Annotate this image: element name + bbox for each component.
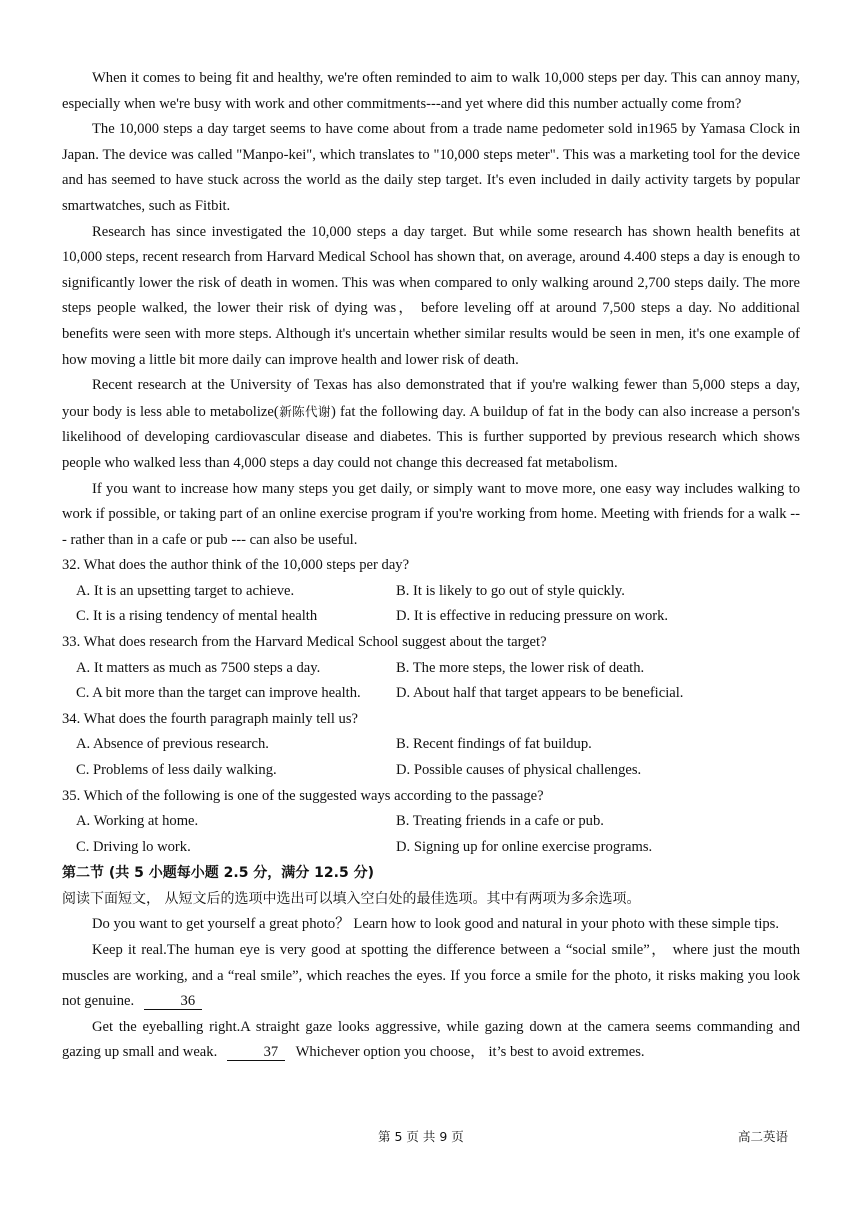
photo-paragraph-1: Do you want to get yourself a great photo？ Learn how to look good and natural in your photo with these simple tips.: [92, 916, 779, 933]
chinese-gloss: 新陈代谢: [278, 403, 332, 419]
section-2-instruction: 阅读下面短文， 从短文后的选项中选出可以填入空白处的最佳选项。其中有两项为多余选项。: [62, 891, 641, 908]
subject-label: 高二英语: [738, 1129, 789, 1144]
options: [62, 579, 800, 630]
paragraph-4-part-b: ) fat the following day. A buildup of fat in the body can also increase a person's likelihood of developing cardiovascular disease and diabetes. This is further supported by previous research which shows people who walked less than 4,000 steps a day could not change this decreased fat metabolism.: [62, 403, 800, 471]
exam-page: [62, 66, 800, 1066]
blank-37: 37: [227, 1044, 285, 1061]
question-33: [62, 630, 800, 707]
passage-paragraph-1: When it comes to being fit and healthy, we're often reminded to aim to walk 10,000 steps per day. This can annoy many, especially when we're busy with work and other commitments---and yet where did this number actually come from?: [62, 70, 800, 112]
question-stem: 32. What does the author think of the 10,000 steps per day?: [62, 557, 410, 574]
option-a: A. It matters as much as 7500 steps a day.: [76, 659, 321, 676]
photo-paragraph-2: [62, 938, 800, 1015]
option-a: A. It is an upsetting target to achieve.: [76, 582, 295, 599]
page-number: 第 5 页 共 9 页: [378, 1129, 464, 1144]
options: [62, 809, 800, 860]
question-32: [62, 553, 800, 630]
question-34: [62, 707, 800, 784]
option-c: C. Problems of less daily walking.: [76, 762, 277, 779]
passage-paragraph-4: [62, 373, 800, 476]
question-stem: 35. Which of the following is one of the suggested ways according to the passage?: [62, 787, 544, 804]
blank-36: 36: [144, 993, 202, 1010]
paragraph-4-part-a: Recent research at the University of Texas has also demonstrated that if you're walking fewer than 5,000 steps a day, your body is less able to metabolize(: [62, 377, 800, 420]
passage-paragraph-3: Research has since investigated the 10,000 steps a day target. But while some research has shown health benefits at 10,000 steps, recent research from Harvard Medical School has shown that, on average, around 4.400 steps a day is enough to significantly lower the risk of death in women. This was when compared to only walking around 2,700 steps daily. The more steps people walked, the lower their risk of dying was， before leveling off at around 7,500 steps a day. No additional benefits were seen with more steps. Although it's uncertain whether similar results would be seen in men, it's one example of how moving a little bit more daily can improve health and lower risk of death.: [62, 223, 800, 368]
option-c: C. It is a rising tendency of mental health: [76, 608, 318, 625]
photo-paragraph-2-text: Keep it real.The human eye is very good at spotting the difference between a “social smile”， where just the mouth muscles are working, and a “real smile”, which reaches the eyes. If you force a smile for the photo, it risks making you look not genuine.: [62, 942, 800, 1010]
option-c: C. Driving lo work.: [76, 838, 191, 855]
option-b: B. Recent findings of fat buildup.: [396, 736, 592, 753]
question-stem: 34. What does the fourth paragraph mainly tell us?: [62, 710, 358, 727]
photo-paragraph-3-tail: Whichever option you choose， it’s best to avoid extremes.: [295, 1044, 645, 1061]
option-d: D. Signing up for online exercise programs.: [396, 838, 653, 855]
photo-paragraph-3: [62, 1015, 800, 1066]
option-b: B. Treating friends in a cafe or pub.: [396, 813, 604, 830]
option-d: D. About half that target appears to be beneficial.: [396, 685, 684, 702]
option-a: A. Absence of previous research.: [76, 736, 269, 753]
option-b: B. The more steps, the lower risk of death.: [396, 659, 645, 676]
passage-paragraph-2: The 10,000 steps a day target seems to have come about from a trade name pedometer sold in1965 by Yamasa Clock in Japan. The device was called "Manpo-kei", which translates to "10,000 steps meter". This was a marketing tool for the device and has seemed to have stuck across the world as the daily step target. It's even included in daily activity targets by popular smartwatches, such as Fitbit.: [62, 121, 800, 214]
option-d: D. Possible causes of physical challenges.: [396, 762, 642, 779]
option-a: A. Working at home.: [76, 813, 199, 830]
option-c: C. A bit more than the target can improve health.: [76, 685, 361, 702]
option-b: B. It is likely to go out of style quickly.: [396, 582, 625, 599]
photo-paragraph-3-text: Get the eyeballing right.A straight gaze looks aggressive, while gazing down at the camera seems commanding and gazing up small and weak.: [62, 1018, 800, 1061]
option-d: D. It is effective in reducing pressure on work.: [396, 608, 669, 625]
options: [62, 656, 800, 707]
question-stem: 33. What does research from the Harvard Medical School suggest about the target?: [62, 634, 547, 651]
section-2-title: 第二节 (共 5 小题每小题 2.5 分，满分 12.5 分): [62, 865, 374, 882]
question-35: [62, 784, 800, 861]
options: [62, 732, 800, 783]
passage-paragraph-5: If you want to increase how many steps you get daily, or simply want to move more, one easy way includes walking to work if possible, or taking part of an online exercise program if you're working from home. Meeting with friends for a walk --- rather than in a cafe or pub --- can also be useful.: [62, 480, 800, 548]
